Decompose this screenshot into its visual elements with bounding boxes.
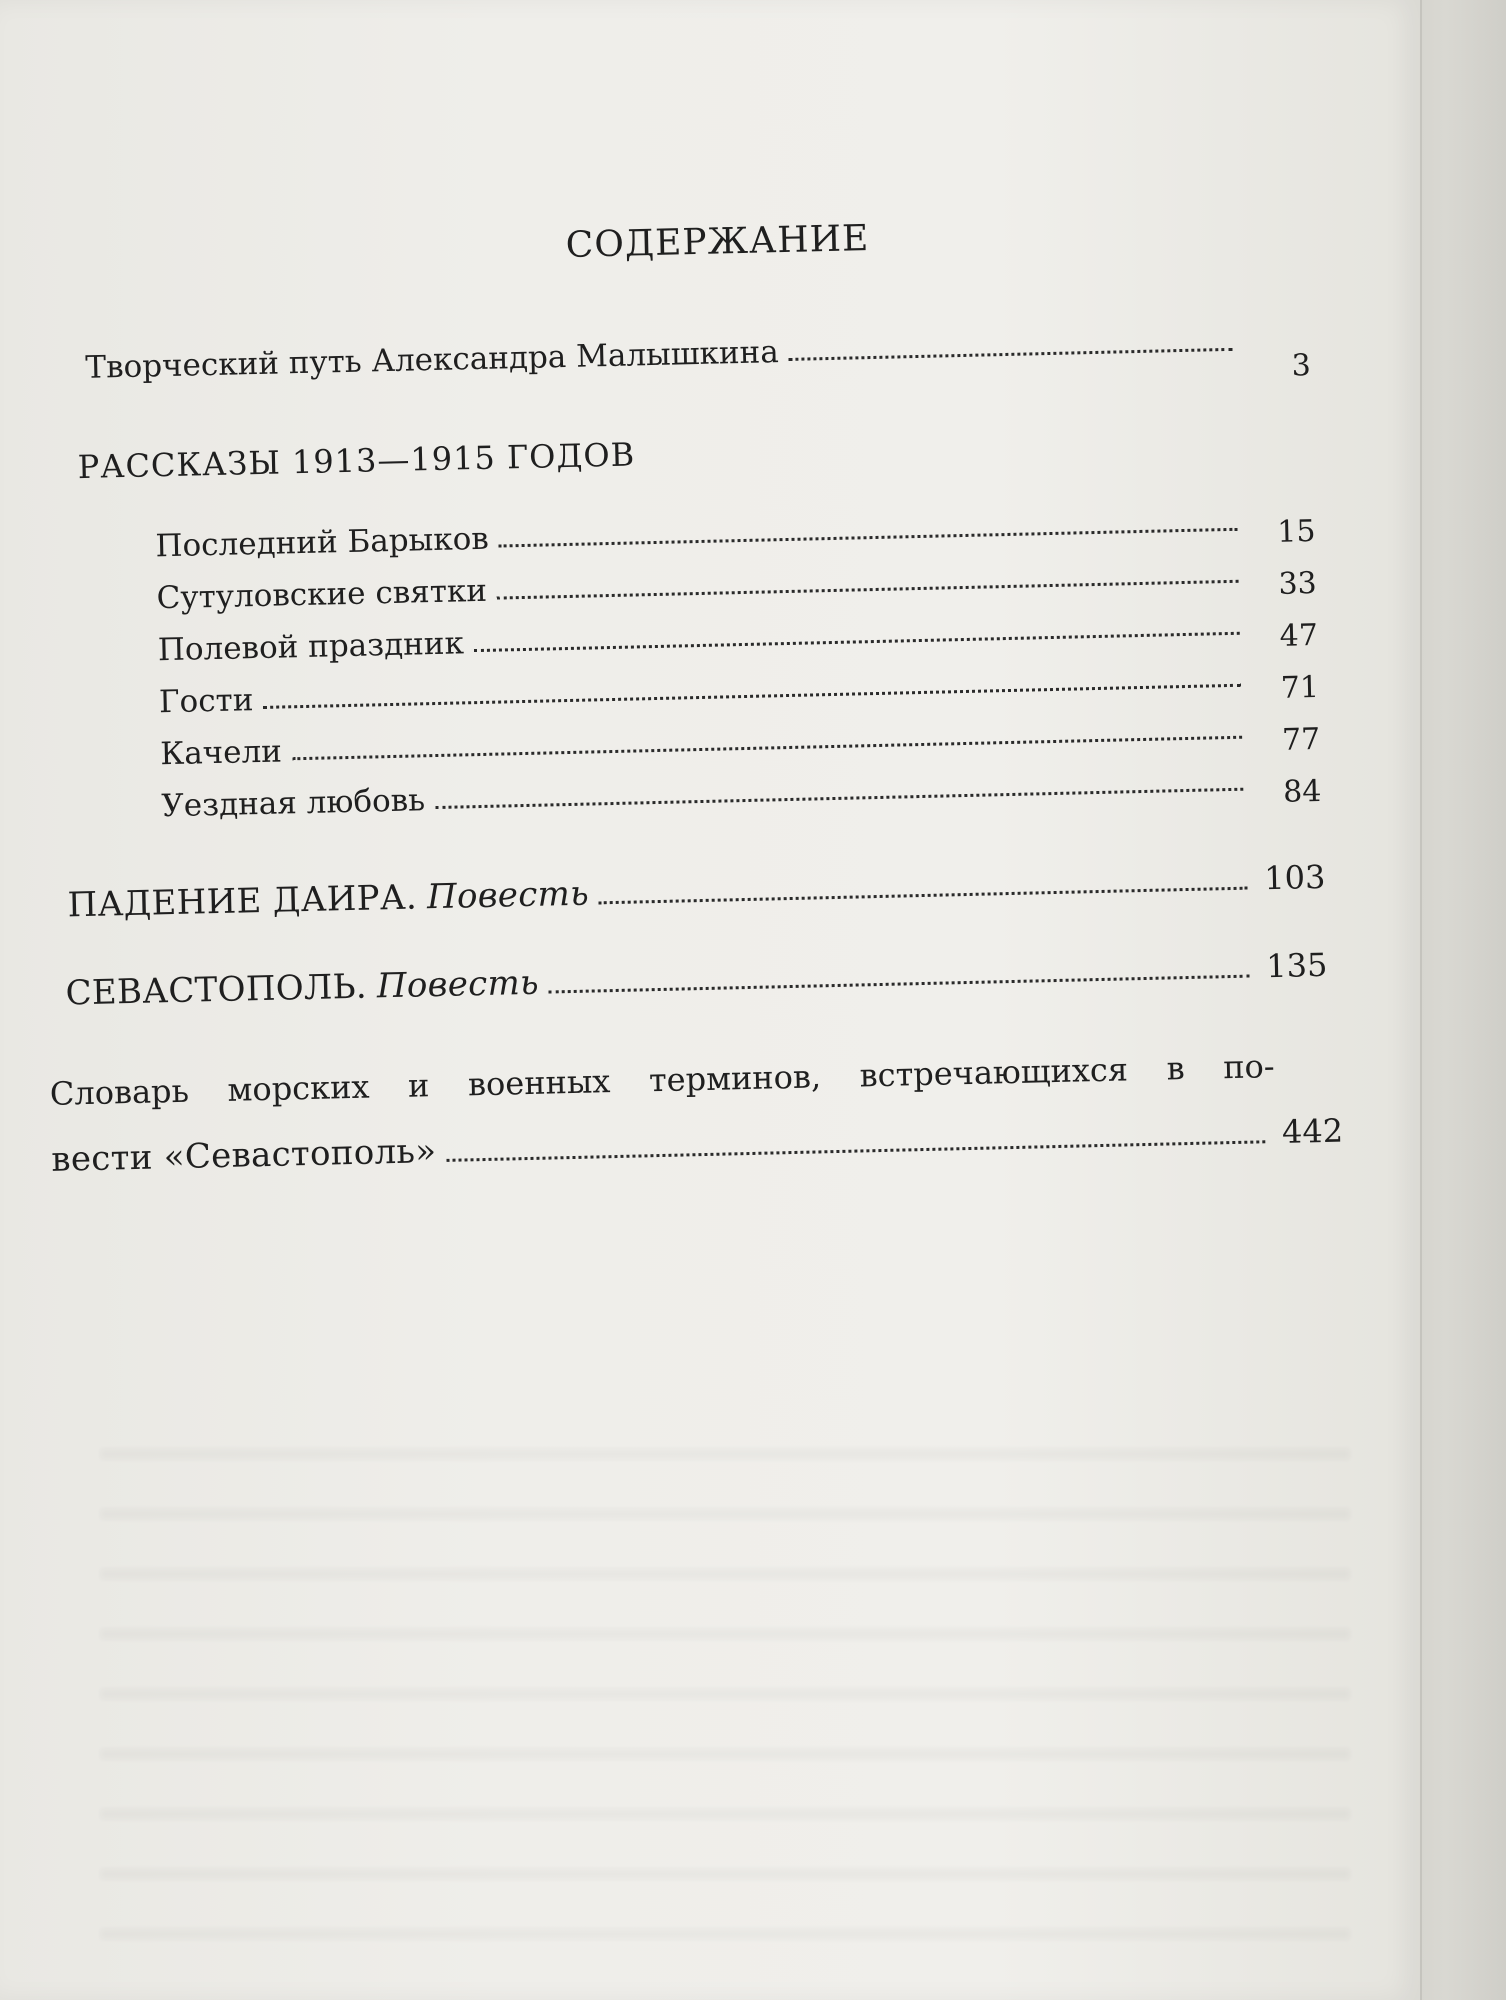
toc-entry-glossary-title[interactable]: Словарь морских и военных терминов, встречающихся в по- — [49, 1047, 1276, 1113]
toc-entry-genre: Повесть — [376, 963, 540, 1007]
leader-dots — [264, 683, 1241, 708]
toc-entry-story[interactable] — [158, 608, 1318, 667]
toc-entry-story[interactable] — [155, 504, 1315, 563]
toc-entry-title: вести «Севастополь» — [50, 1131, 437, 1181]
toc-entry-page: 103 — [1263, 857, 1326, 898]
toc-entry-story[interactable] — [159, 660, 1319, 719]
leader-dots — [549, 975, 1250, 994]
toc-entry-glossary[interactable] — [51, 1112, 1344, 1179]
leader-dots — [446, 1140, 1265, 1162]
leader-dots — [499, 527, 1238, 547]
toc-entry-title: Полевой праздник — [157, 625, 465, 669]
toc-entry-story[interactable] — [161, 764, 1321, 823]
toc-entry-page: 71 — [1280, 669, 1320, 706]
toc-entry-page: 77 — [1281, 721, 1321, 758]
toc-entry-page: 3 — [1291, 347, 1312, 384]
toc-entry-story[interactable] — [160, 712, 1320, 771]
toc-entry-page: 47 — [1279, 617, 1319, 654]
leader-dots — [599, 887, 1247, 905]
leader-dots — [474, 631, 1240, 651]
toc-entry-genre: Повесть — [426, 873, 590, 918]
toc-entry-title: Качели — [159, 733, 283, 773]
page-title: СОДЕРЖАНИЕ — [565, 218, 870, 266]
toc-entry-title: Сутуловские святки — [156, 572, 488, 617]
toc-entry-story[interactable] — [156, 556, 1316, 615]
toc-entry-intro[interactable] — [85, 324, 1310, 384]
toc-entry-page: 135 — [1265, 945, 1328, 986]
toc-entry-title: ПАДЕНИЕ ДАИРА. — [67, 877, 418, 926]
toc-entry-title: Уездная любовь — [160, 782, 426, 825]
toc-entry-title: Гости — [158, 682, 254, 721]
toc-entry-title: СЕВАСТОПОЛЬ. — [65, 966, 368, 1014]
leader-dots — [497, 579, 1239, 599]
book-spine-gutter — [1420, 0, 1506, 2000]
toc-entry-page: 33 — [1278, 565, 1318, 602]
toc-entry-page: 15 — [1276, 513, 1316, 550]
toc-entry-page: 84 — [1282, 773, 1322, 810]
toc-entry-novella[interactable] — [65, 946, 1328, 1013]
leader-dots — [435, 787, 1243, 808]
toc-entry-novella[interactable] — [67, 858, 1326, 925]
toc-entry-page: 442 — [1281, 1111, 1344, 1151]
leader-dots — [789, 347, 1233, 360]
leader-dots — [292, 735, 1242, 760]
section-heading-stories: РАССКАЗЫ 1913—1915 ГОДОВ — [77, 435, 636, 487]
toc-entry-title: Творческий путь Александра Малышкина — [85, 334, 780, 386]
show-through-text — [100, 1400, 1350, 1950]
toc-entry-title: Последний Барыков — [155, 520, 490, 565]
